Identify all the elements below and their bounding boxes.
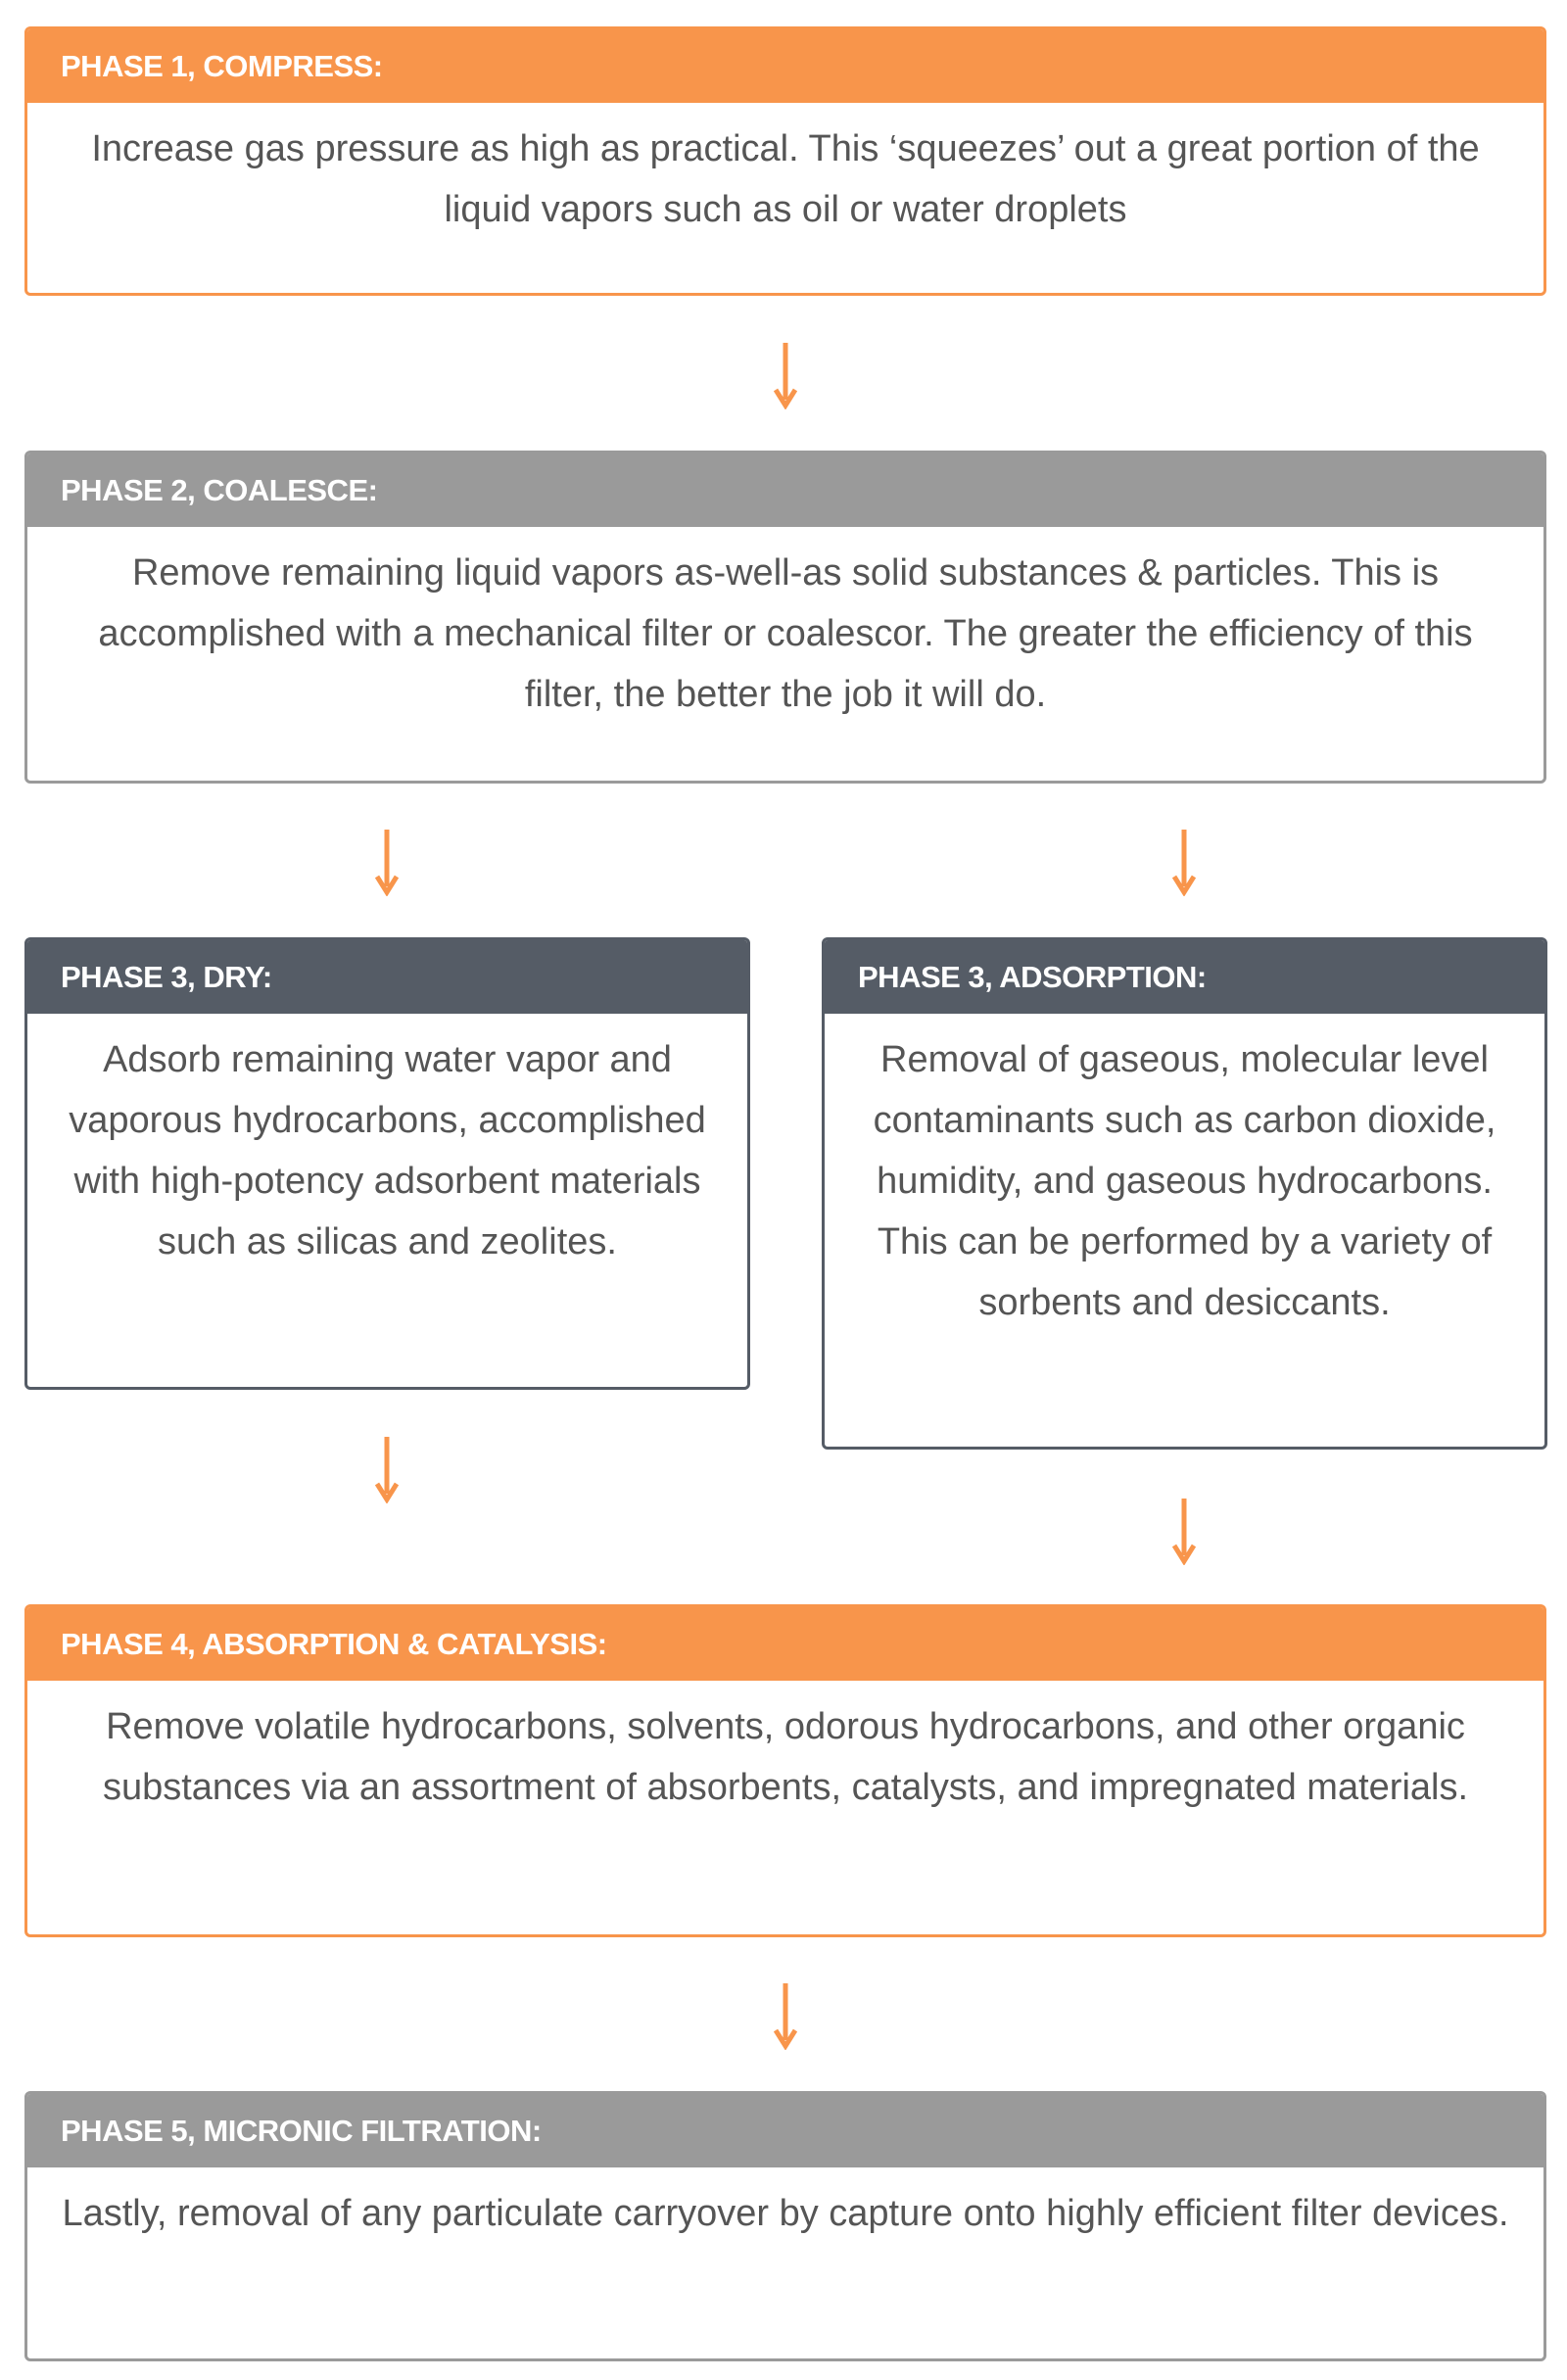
arrow-down-icon bbox=[1172, 830, 1196, 896]
phase-3-dry-text: Adsorb remaining water vapor and vaporous hydrocarbons, accomplished with high-potency adsorbent materials such as silicas and zeolites. bbox=[69, 1039, 706, 1262]
phase-3-dry-title: PHASE 3, DRY: bbox=[27, 940, 747, 1014]
phase-1-box bbox=[24, 26, 1546, 296]
phase-5-box bbox=[24, 2091, 1546, 2361]
phase-3-adsorption-box bbox=[822, 937, 1547, 1450]
arrow-down-icon bbox=[774, 343, 797, 409]
arrow-down-icon bbox=[375, 1437, 399, 1503]
phase-1-text: Increase gas pressure as high as practical. This ‘squeezes’ out a great portion of the liquid vapors such as oil or water droplets bbox=[91, 128, 1480, 230]
phase-3-adsorption-text: Removal of gaseous, molecular level contaminants such as carbon dioxide, humidity, and gaseous hydrocarbons. This can be performed by a variety of sorbents and desiccants. bbox=[873, 1039, 1496, 1323]
arrow-down-icon bbox=[774, 1983, 797, 2050]
arrow-down-icon bbox=[1172, 1499, 1196, 1565]
phase-2-box bbox=[24, 451, 1546, 784]
phase-3-adsorption-title: PHASE 3, ADSORPTION: bbox=[825, 940, 1544, 1014]
phase-4-box bbox=[24, 1604, 1546, 1937]
phase-5-title: PHASE 5, MICRONIC FILTRATION: bbox=[27, 2094, 1543, 2167]
phase-3-dry-box bbox=[24, 937, 750, 1390]
phase-2-title: PHASE 2, COALESCE: bbox=[27, 453, 1543, 527]
phase-2-text: Remove remaining liquid vapors as-well-as solid substances & particles. This is accomplished with a mechanical filter or coalescor. The greater the efficiency of this filter, the better the job it will do. bbox=[98, 552, 1473, 715]
phase-4-text: Remove volatile hydrocarbons, solvents, odorous hydrocarbons, and other organic substances via an assortment of absorbents, catalysts, and impregnated materials. bbox=[102, 1706, 1469, 1808]
phase-1-title: PHASE 1, COMPRESS: bbox=[27, 29, 1543, 103]
phase-5-text: Lastly, removal of any particulate carryover by capture onto highly efficient filter devices. bbox=[62, 2193, 1509, 2234]
phase-4-title: PHASE 4, ABSORPTION & CATALYSIS: bbox=[27, 1607, 1543, 1681]
arrow-down-icon bbox=[375, 830, 399, 896]
